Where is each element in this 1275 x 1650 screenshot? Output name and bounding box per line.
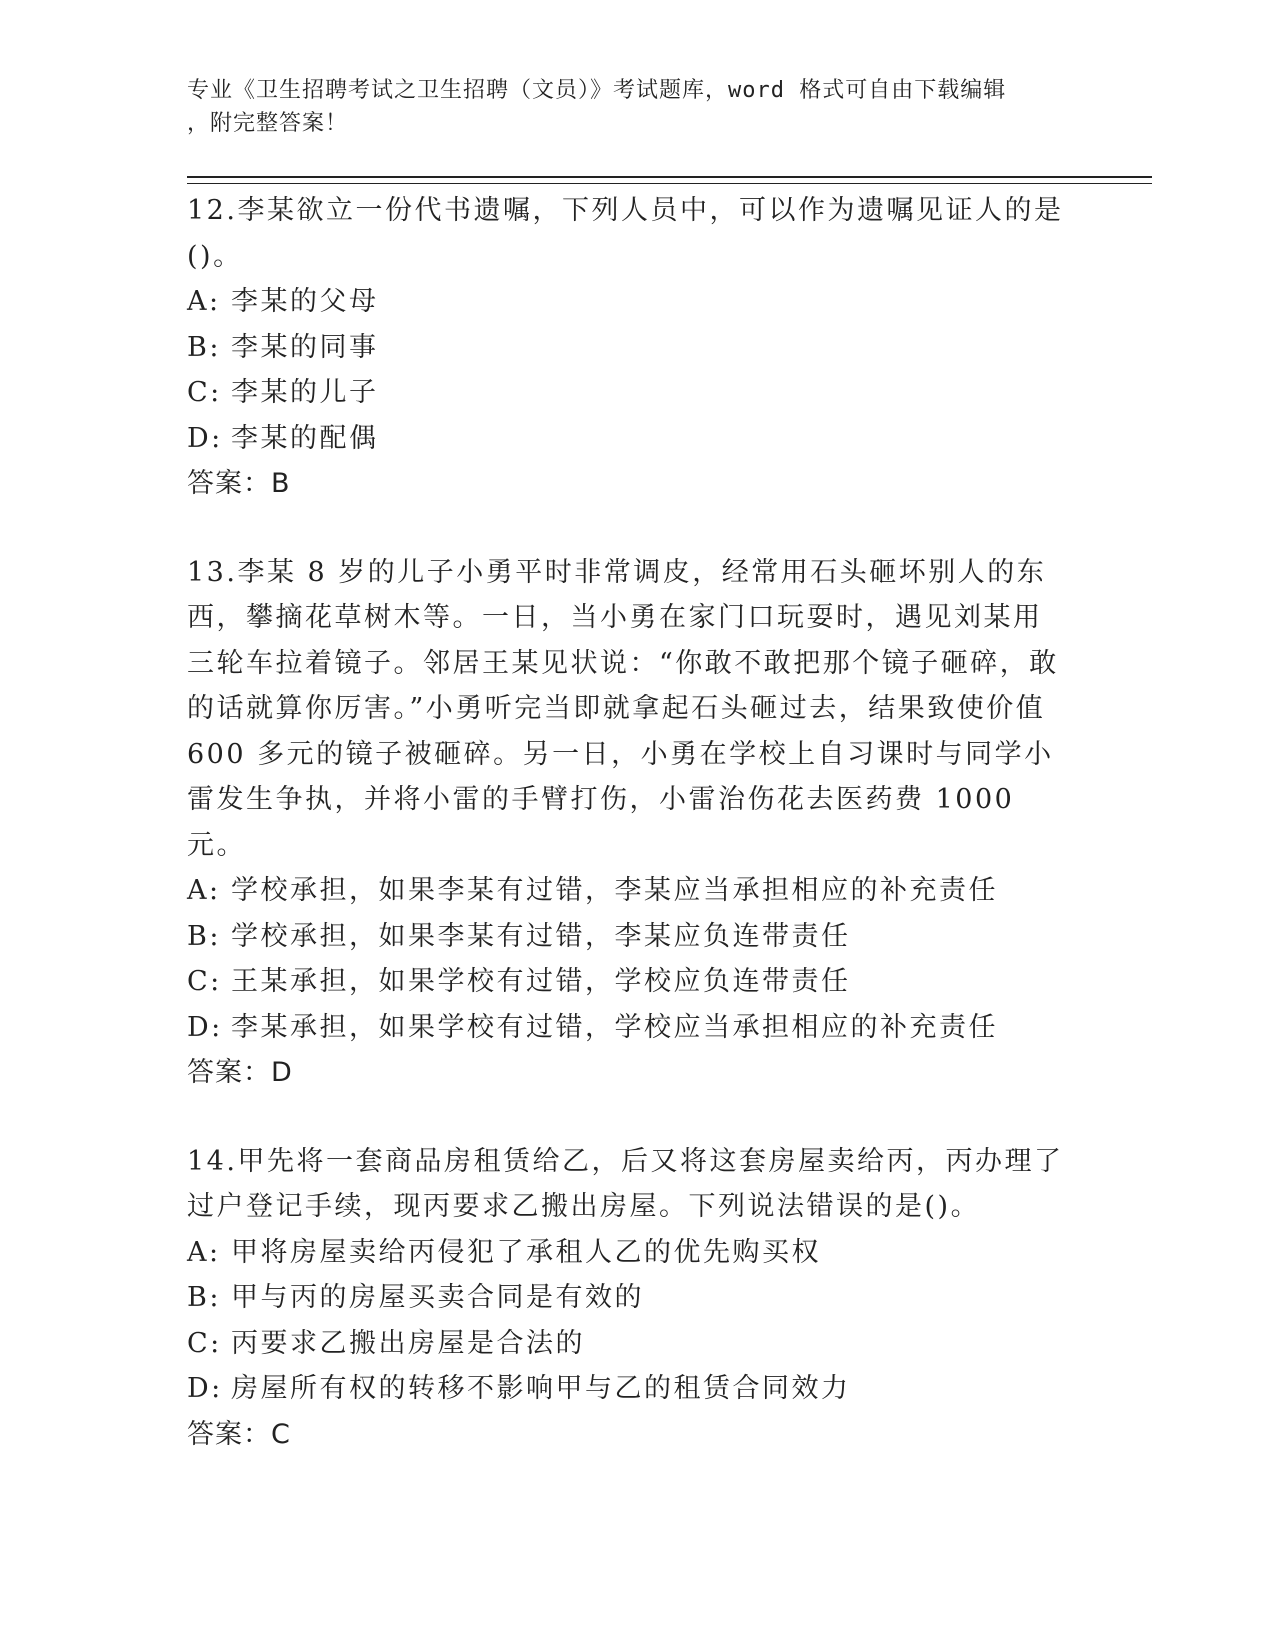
option-letter: B: (187, 331, 221, 363)
option-text: 丙要求乙搬出房屋是合法的 (231, 1327, 585, 1359)
option-text: 李某承担，如果学校有过错，学校应当承担相应的补充责任 (231, 1011, 998, 1043)
option-text: 学校承担，如果李某有过错，李某应当承担相应的补充责任 (231, 875, 998, 906)
option-text: 李某的父母 (231, 286, 379, 317)
option-letter: D: (187, 1373, 223, 1404)
option-letter: D: (187, 1011, 223, 1043)
option-letter: B: (187, 920, 221, 952)
option-c (187, 959, 1067, 1005)
option-text: 李某的同事 (231, 331, 379, 363)
option-d (187, 416, 1067, 462)
option-letter: A: (187, 286, 221, 317)
option-letter: A: (187, 1236, 221, 1268)
option-letter: D: (187, 422, 223, 454)
option-b (187, 325, 1067, 371)
option-d (187, 1005, 1067, 1051)
option-text: 学校承担，如果李某有过错，李某应负连带责任 (231, 920, 851, 952)
option-c (187, 370, 1067, 416)
option-list (187, 279, 1067, 461)
option-text: 李某的儿子 (231, 377, 379, 408)
option-a (187, 868, 1067, 914)
option-b (187, 1275, 1067, 1321)
option-d (187, 1366, 1067, 1412)
option-text: 李某的配偶 (231, 422, 379, 454)
question-list (187, 188, 1067, 1500)
option-letter: A: (187, 875, 221, 906)
header-line-2: ，附完整答案！ (187, 111, 349, 136)
question-13 (187, 550, 1067, 1096)
question-14 (187, 1139, 1067, 1458)
option-list (187, 1230, 1067, 1412)
option-letter: C: (187, 377, 222, 408)
question-12 (187, 188, 1067, 507)
header-divider-thin (187, 183, 1152, 184)
answer-label: 答案：D (187, 1057, 293, 1088)
option-letter: C: (187, 1327, 222, 1359)
question-stem: 13.李某 8 岁的儿子小勇平时非常调皮，经常用石头砸坏别人的东西，攀摘花草树木等。一日，当小勇在家门口玩耍时，遇见刘某用三轮车拉着镜子。邻居王某见状说：“你敢不敢把那个镜子砸碎，敢的话就算你厉害。”小勇听完当即就拿起石头砸过去，结果致使价值 600 多元的镜子被砸碎。另一日，小勇在学校上自习课时与同学小雷发生争执，并将小雷的手臂打伤，小雷治伤花去医药费 1000 元。 (187, 556, 1059, 861)
option-letter: C: (187, 966, 222, 997)
header-divider-thick (187, 176, 1152, 178)
option-b (187, 914, 1067, 960)
option-text: 房屋所有权的转移不影响甲与乙的租赁合同效力 (231, 1373, 851, 1404)
option-list (187, 868, 1067, 1050)
answer-label: 答案：C (187, 1418, 291, 1450)
option-letter: B: (187, 1282, 221, 1313)
option-text: 王某承担，如果学校有过错，学校应负连带责任 (231, 966, 851, 997)
option-a (187, 279, 1067, 325)
option-text: 甲将房屋卖给丙侵犯了承租人乙的优先购买权 (231, 1236, 821, 1268)
option-a (187, 1230, 1067, 1276)
option-c (187, 1321, 1067, 1367)
document-header (187, 74, 1067, 140)
question-stem: 14.甲先将一套商品房租赁给乙，后又将这套房屋卖给丙，丙办理了过户登记手续，现丙要求乙搬出房屋。下列说法错误的是()。 (187, 1145, 1064, 1222)
option-text: 甲与丙的房屋买卖合同是有效的 (231, 1282, 644, 1313)
header-line-1: 专业《卫生招聘考试之卫生招聘（文员）》考试题库，word 格式可自由下载编辑 (187, 78, 1007, 103)
question-stem: 12.李某欲立一份代书遗嘱，下列人员中，可以作为遗嘱见证人的是()。 (187, 195, 1064, 272)
answer-label: 答案：B (187, 468, 291, 499)
